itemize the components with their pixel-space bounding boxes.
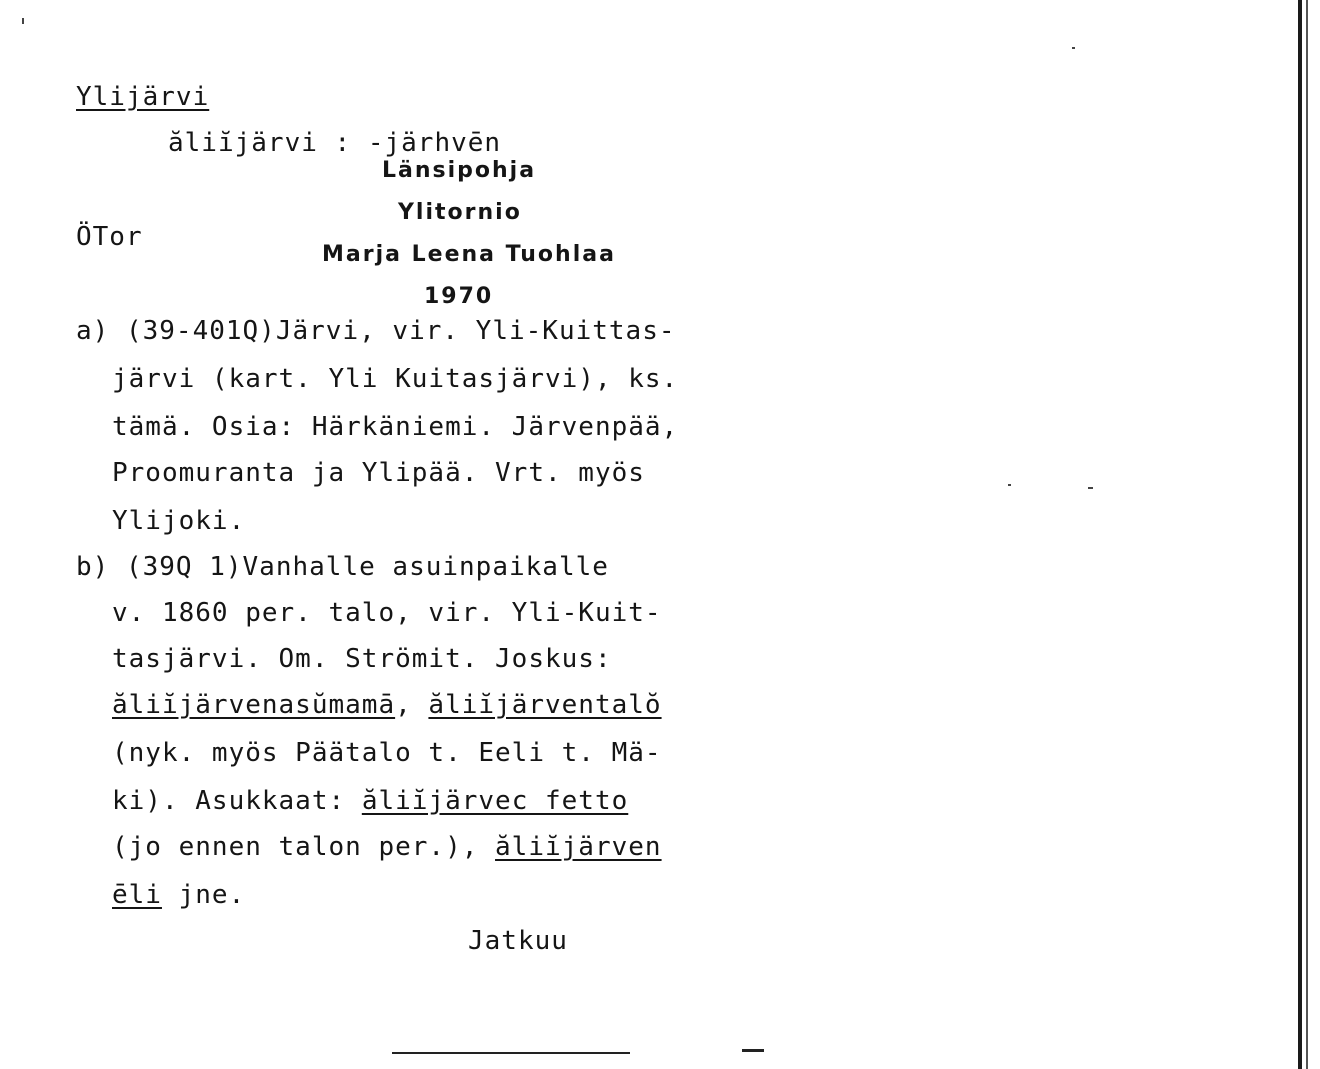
section-a-line: a) (39-401Q)Järvi, vir. Yli-Kuittas- (76, 316, 676, 346)
speck (1008, 484, 1011, 486)
dialect-form-underlined: ăliĭjärvenasŭmamā (112, 690, 396, 720)
bottom-rule (392, 1052, 630, 1054)
section-a-line: Proomuranta ja Ylipää. Vrt. myös (112, 458, 645, 488)
card-edge-line (1298, 0, 1302, 1069)
continues-note: Jatkuu (468, 926, 568, 956)
dialect-form-underlined: ăliĭjärventalŏ (428, 690, 662, 720)
speck (1072, 47, 1075, 49)
separator-text: , (395, 690, 429, 720)
section-b-line (112, 832, 662, 862)
section-a-line: Ylijoki. (112, 506, 246, 536)
section-a-line: järvi (kart. Yli Kuitasjärvi), ks. (112, 364, 679, 394)
side-code: ÖTor (76, 222, 143, 252)
section-b-line: v. 1860 per. talo, vir. Yli-Kuit- (112, 598, 662, 628)
dialect-form-underlined: ăliĭjärven (495, 832, 662, 862)
dialect-form-underlined: ēli (112, 880, 162, 910)
section-b-line: b) (39Q 1)Vanhalle asuinpaikalle (76, 552, 609, 582)
dialect-form-underlined: ăliĭjärvec fetto (361, 786, 629, 816)
line-text: (jo ennen talon per.), (112, 832, 496, 862)
section-b-line: tasjärvi. Om. Strömit. Joskus: (112, 644, 612, 674)
stamp-year: 1970 (424, 284, 494, 309)
line-text: ki). Asukkaat: (112, 786, 362, 816)
section-a-line: tämä. Osia: Härkäniemi. Järvenpää, (112, 412, 679, 442)
card-edge-line-secondary (1306, 0, 1308, 1069)
section-b-line (112, 690, 662, 720)
stamp-parish: Ylitornio (398, 200, 522, 225)
bottom-rule-short (742, 1049, 764, 1052)
stamp-collector: Marja Leena Tuohlaa (322, 242, 616, 267)
speck (1088, 487, 1093, 489)
line-text: jne. (161, 880, 246, 910)
card-heading: Ylijärvi (76, 82, 210, 112)
section-b-line: (nyk. myös Päätalo t. Eeli t. Mä- (112, 738, 662, 768)
section-b-line (112, 880, 245, 910)
stamp-region: Länsipohja (382, 158, 537, 183)
section-b-line (112, 786, 628, 816)
dialect-form: ăliĭjärvi : -järhvēn (168, 128, 502, 158)
speck (22, 18, 24, 24)
